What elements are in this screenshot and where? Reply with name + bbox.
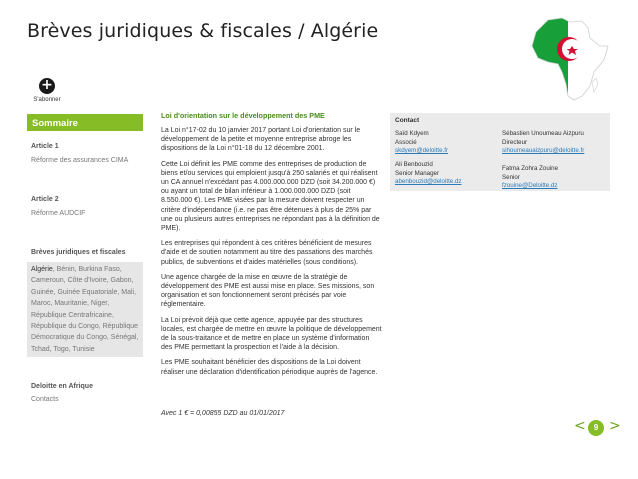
article-paragraph: Les entreprises qui répondent à ces critères bénéficient de mesures d'aide et de soutien notamment au titre des passations des marchés publics, de subventions et d'aides matérielles (sous conditions). <box>161 240 373 266</box>
article-paragraph: Cette Loi définit les PME comme des entreprises de production de biens et/ou services qui emploient jusqu'à 250 salariés et qui réalisent un CA annuel n'excédant pas 4.000.000.000 DZD (soit 34.200.000 €) ou ayant un total de bilan inférieur à 1.000.000.000 DZD (soit 8.550.000 €). Les PME visées par la mesure doivent respecter un critère d'indépendance (i.e. ne pas être détenues à plus de 25% par une ou plusieurs autres entreprises ne répondant pas à la définition de PME). <box>161 160 380 233</box>
contact-role: Senior <box>502 173 520 181</box>
country-current[interactable]: Algérie <box>31 266 53 273</box>
sidebar-item-subtitle[interactable]: Réforme des assurances CIMA <box>31 157 129 164</box>
contact-name: Saïd Kdyem <box>395 130 429 137</box>
sidebar <box>27 114 143 405</box>
sidebar-countries-section <box>27 249 143 357</box>
contact-role: Associé <box>395 138 417 146</box>
africa-map-algeria-flag-icon <box>528 16 610 102</box>
sidebar-item-africa[interactable] <box>27 383 143 405</box>
contact-name: Ali Benbouzid <box>395 161 433 168</box>
contact-email-link[interactable]: abenbouzid@deloitte.dz <box>395 178 462 186</box>
contact-person <box>395 161 462 187</box>
page-title: Brèves juridiques & fiscales / Algérie <box>27 20 379 42</box>
contact-role: Directeur <box>502 138 528 146</box>
contact-name: Fatma Zohra Zouine <box>502 165 559 172</box>
contact-role: Senior Manager <box>395 169 440 177</box>
sidebar-item-article-2[interactable] <box>27 196 143 219</box>
subscribe-label[interactable]: S'abonner <box>33 97 61 103</box>
exchange-rate-footnote: Avec 1 € = 0,00855 DZD au 01/01/2017 <box>161 410 285 417</box>
contact-panel <box>390 113 610 191</box>
sidebar-item-title[interactable]: Deloitte en Afrique <box>31 383 93 391</box>
country-links[interactable]: , Bénin, Burkina Faso, Cameroun, Côte d'Ivoire, Gabon, Guinée, Guinée Equatoriale, Mali, Maroc, Mauritanie, Niger, République Centrafricaine, République du Congo, République Démocratique du Congo, Sénégal, Tchad, Togo, Tunisie <box>31 266 139 353</box>
contact-email-link[interactable]: fzouine@Deloitte.dz <box>502 182 558 190</box>
article-paragraph: La Loi prévoit déjà que cette agence, appuyée par des structures locales, est chargée de mettre en œuvre la politique de développement de la sous-traitance et de mettre en place un système d'information des PME permettant la prospection et l'aide à la décision. <box>161 316 382 352</box>
article-paragraph: Une agence chargée de la mise en œuvre de la stratégie de développement des PME est aussi mise en place. Ses missions, son organisation et son fonctionnement seront précisés par voie réglementaire. <box>161 273 375 309</box>
sidebar-item-subtitle[interactable]: Réforme AUDCIF <box>31 210 86 217</box>
contact-title: Contact <box>395 117 420 124</box>
sidebar-item-article-1[interactable] <box>27 143 143 166</box>
contact-person <box>395 130 448 156</box>
sidebar-item-title[interactable]: Article 2 <box>31 196 59 203</box>
contact-person <box>502 130 584 156</box>
plus-circle-icon[interactable]: + <box>39 78 55 94</box>
sidebar-item-subtitle[interactable]: Contacts <box>31 396 59 404</box>
article-heading: Loi d'orientation sur le développement des PME <box>161 111 325 120</box>
article-body <box>161 111 382 383</box>
prev-page-icon[interactable]: < <box>574 418 586 434</box>
contact-email-link[interactable]: skdyem@deloitte.fr <box>395 147 449 155</box>
contact-person <box>502 165 558 191</box>
contact-name: Sébastien Unoumeau Aizpuru <box>502 130 584 137</box>
sidebar-item-title[interactable]: Article 1 <box>31 143 59 150</box>
article-paragraph: Les PME souhaitant bénéficier des dispositions de la Loi doivent réaliser une déclaration d'identification périodique auprès de l'agence. <box>161 359 378 376</box>
contact-email-link[interactable]: sihoumeauaizpuru@deloitte.fr <box>502 147 585 155</box>
article-paragraph: La Loi n°17-02 du 10 janvier 2017 portant Loi d'orientation sur le développement de la petite et moyenne entreprise abroge les dispositions de la Loi n°01-18 du 12 décembre 2001. <box>161 127 361 153</box>
countries-list[interactable] <box>27 262 143 357</box>
countries-title: Brèves juridiques et fiscales <box>31 249 126 256</box>
sidebar-heading: Sommaire <box>27 114 143 131</box>
subscribe-button[interactable] <box>27 78 67 103</box>
next-page-icon[interactable]: > <box>609 418 621 434</box>
page-number: 9 <box>588 420 604 436</box>
pagination <box>572 420 622 436</box>
